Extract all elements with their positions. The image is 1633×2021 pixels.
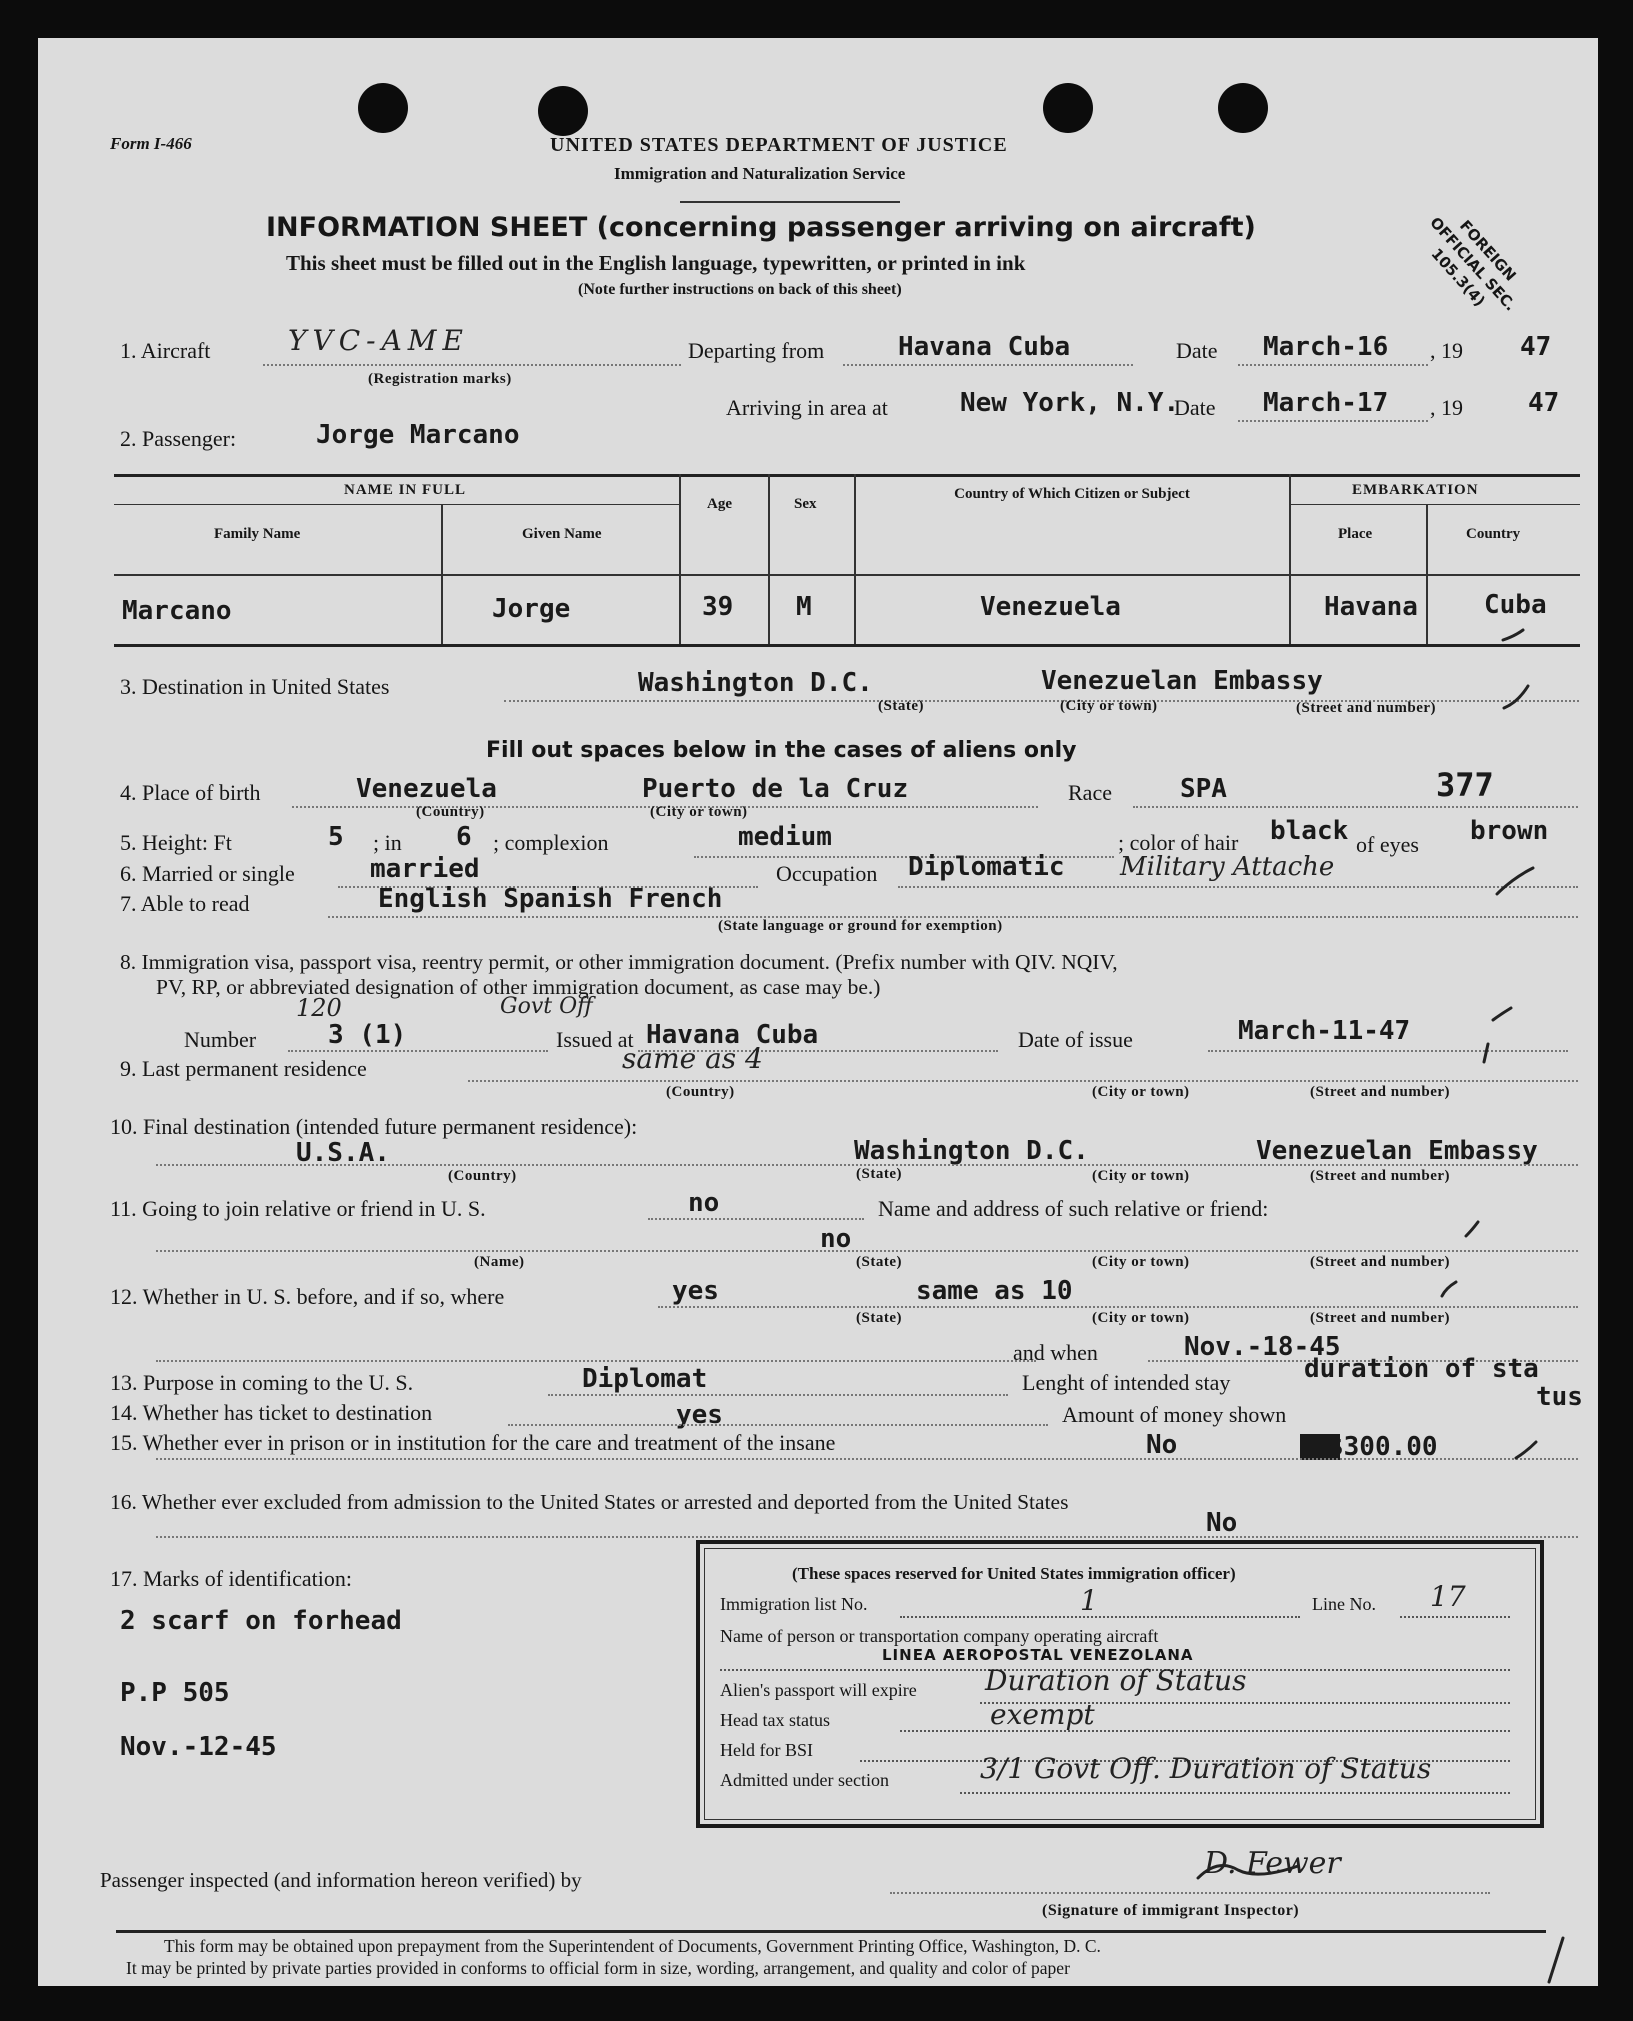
footer-line-2: It may be printed by private parties provided in conforms to official form in size, wording, arrangement, and quality and color of paper (126, 1958, 1070, 1978)
date-label: Date (1176, 338, 1218, 363)
caption-state: (State) (878, 698, 924, 714)
married-value: married (370, 854, 480, 884)
embarkation-place-header: Place (1338, 526, 1373, 542)
citizenship-header: Country of Which Citizen or Subject (954, 486, 1190, 502)
caption-city: (City or town) (650, 804, 748, 820)
caption-city: (City or town) (1092, 1254, 1190, 1270)
caption-street: (Street and number) (1296, 700, 1437, 716)
admitted-label: Admitted under section (720, 1770, 889, 1790)
caption-street: (Street and number) (1310, 1084, 1451, 1100)
year-prefix: , 19 (1430, 338, 1463, 363)
height-label: 5. Height: Ft (120, 830, 232, 855)
race-value: SPA (1180, 774, 1227, 804)
married-label: 6. Married or single (120, 861, 295, 886)
check-mark (1549, 1938, 1563, 1982)
check-mark (1504, 686, 1528, 708)
admitted-value: 3/1 Govt Off. Duration of Status (980, 1752, 1432, 1785)
read-value: English Spanish French (378, 884, 723, 914)
check-mark (1493, 1008, 1511, 1020)
arrival-date-label: Date (1174, 395, 1216, 420)
aliens-heading: Fill out spaces below in the cases of aliens only (486, 738, 1077, 763)
line-number-value: 17 (1430, 1580, 1466, 1613)
page-title: INFORMATION SHEET (concerning passenger arriving on aircraft) (266, 212, 1256, 243)
destination-label: 3. Destination in United States (120, 674, 390, 699)
caption-country: (Country) (448, 1168, 517, 1184)
aircraft-label: 1. Aircraft (120, 338, 211, 363)
sex-cell: M (796, 592, 812, 622)
read-label: 7. Able to read (120, 891, 250, 916)
passenger-label: 2. Passenger: (120, 426, 237, 451)
embarkation-header: EMBARKATION (1352, 482, 1479, 498)
destination-state: Washington D.C. (638, 668, 873, 698)
signature-caption: (Signature of immigrant Inspector) (1042, 1902, 1300, 1919)
visa-number-handwritten: 120 (296, 994, 342, 1022)
marks-value: 2 scarf on forhead (120, 1606, 402, 1636)
departing-label: Departing from (688, 338, 825, 363)
check-mark (1503, 630, 1523, 640)
eyes-value: brown (1470, 816, 1549, 846)
join-relative-label: 11. Going to join relative or friend in U. S. (110, 1196, 486, 1221)
passport-date: Nov.-12-45 (120, 1732, 277, 1762)
excluded-value: No (1206, 1508, 1238, 1538)
caption-city: (City or town) (1092, 1168, 1190, 1184)
issued-label: Issued at (556, 1027, 634, 1052)
caption-state: (State) (856, 1310, 902, 1326)
arrival-year: 47 (1528, 388, 1560, 418)
previous-visit-label: 12. Whether in U. S. before, and if so, where (110, 1284, 505, 1309)
final-country: U.S.A. (296, 1138, 390, 1168)
departing-value: Havana Cuba (898, 332, 1071, 362)
visa-label-2: PV, RP, or abbreviated designation of other immigration document, as case may be.) (156, 975, 881, 999)
head-tax-label: Head tax status (720, 1710, 830, 1730)
stay-length-label: Lenght of intended stay (1022, 1370, 1231, 1395)
family-name-cell: Marcano (122, 596, 232, 626)
caption-street: (Street and number) (1310, 1254, 1451, 1270)
when-label: and when (1013, 1340, 1098, 1365)
hair-label: ; color of hair (1118, 830, 1239, 855)
caption-country: (Country) (666, 1084, 735, 1100)
departure-year: 47 (1520, 332, 1552, 362)
arrival-year-prefix: , 19 (1430, 395, 1463, 420)
passport-expire-value: Duration of Status (985, 1664, 1247, 1697)
height-inches-label: ; in (373, 830, 402, 855)
residence-handwritten: same as 4 (622, 1042, 763, 1075)
registration-caption: (Registration marks) (368, 371, 512, 387)
height-inches: 6 (456, 822, 472, 852)
arriving-value: New York, N.Y. (960, 388, 1180, 418)
height-feet: 5 (328, 822, 344, 852)
relative-name-label: Name and address of such relative or friend: (878, 1196, 1269, 1221)
citizenship-cell: Venezuela (980, 592, 1121, 622)
issued-value: Havana Cuba (646, 1020, 819, 1050)
list-number-label: Immigration list No. (720, 1594, 868, 1614)
arriving-label: Arriving in area at (726, 395, 888, 420)
embarkation-place-cell: Havana (1324, 592, 1418, 622)
embarkation-country-header: Country (1466, 526, 1521, 542)
eyes-label: of eyes (1356, 832, 1419, 857)
caption-name: (Name) (474, 1254, 525, 1270)
passport-number: P.P 505 (120, 1678, 230, 1708)
final-state: Washington D.C. (854, 1136, 1089, 1166)
race-label: Race (1068, 780, 1112, 805)
money-value: $300.00 (1328, 1432, 1438, 1462)
final-destination-label: 10. Final destination (intended future permanent residence): (110, 1114, 638, 1139)
ticket-value: yes (676, 1400, 723, 1430)
arrival-date: March-17 (1263, 388, 1389, 418)
department-title: UNITED STATES DEPARTMENT OF JUSTICE (550, 134, 1008, 156)
race-code: 377 (1436, 766, 1494, 804)
bsi-label: Held for BSI (720, 1740, 813, 1760)
purpose-label: 13. Purpose in coming to the U. S. (110, 1370, 414, 1395)
occupation-handwritten: Military Attache (1120, 852, 1335, 882)
stay-length-value-2: tus (1536, 1382, 1583, 1412)
age-cell: 39 (702, 592, 734, 622)
foreign-official-stamp: FOREIGN OFFICIAL SEC. 105.3(4) (1426, 213, 1520, 315)
residence-label: 9. Last permanent residence (120, 1056, 367, 1081)
hair-value: black (1270, 816, 1349, 846)
departure-date: March-16 (1263, 332, 1389, 362)
final-street: Venezuelan Embassy (1256, 1136, 1538, 1166)
issue-date: March-11-47 (1238, 1016, 1411, 1046)
complexion-value: medium (738, 822, 832, 852)
sex-header: Sex (794, 496, 817, 512)
caption-state: (State) (856, 1254, 902, 1270)
birth-label: 4. Place of birth (120, 780, 261, 805)
visa-number-handwritten-2: Govt Off (500, 994, 593, 1019)
birth-city: Puerto de la Cruz (642, 774, 909, 804)
ticket-label: 14. Whether has ticket to destination (110, 1400, 433, 1425)
prison-label: 15. Whether ever in prison or in institution for the care and treatment of the insane (110, 1430, 836, 1455)
marks-label: 17. Marks of identification: (110, 1566, 352, 1591)
embarkation-country-cell: Cuba (1484, 590, 1547, 620)
destination-city: Venezuelan Embassy (1041, 666, 1323, 696)
check-mark (1466, 1222, 1478, 1236)
caption-state: (State) (856, 1166, 902, 1182)
company-value: LINEA AEROPOSTAL VENEZOLANA (882, 1646, 1194, 1664)
given-name-header: Given Name (522, 526, 602, 542)
money-label: Amount of money shown (1062, 1402, 1287, 1427)
caption-city: (City or town) (1060, 698, 1158, 714)
family-name-header: Family Name (214, 526, 301, 542)
age-header: Age (707, 496, 732, 512)
occupation-value: Diplomatic (908, 852, 1065, 882)
list-number-value: 1 (1080, 1584, 1098, 1617)
excluded-label: 16. Whether ever excluded from admission to the United States or arrested and deported from the United States (110, 1490, 1069, 1514)
head-tax-value: exempt (990, 1698, 1095, 1731)
caption-city: (City or town) (1092, 1084, 1190, 1100)
caption-street: (Street and number) (1310, 1310, 1451, 1326)
check-marks (38, 38, 1598, 1986)
complexion-label: ; complexion (493, 830, 609, 855)
visa-number: 3 (1) (328, 1020, 407, 1050)
line-number-label: Line No. (1312, 1594, 1376, 1614)
issue-date-label: Date of issue (1018, 1027, 1133, 1052)
purpose-value: Diplomat (582, 1364, 708, 1394)
check-mark (1516, 1442, 1536, 1458)
passenger-value: Jorge Marcano (316, 420, 520, 450)
note-text: (Note further instructions on back of this sheet) (578, 281, 902, 298)
company-label: Name of person or transportation company operating aircraft (720, 1626, 1159, 1646)
caption-street: (Street and number) (1310, 1168, 1451, 1184)
occupation-label: Occupation (776, 861, 878, 886)
visa-label: 8. Immigration visa, passport visa, reentry permit, or other immigration document. (Prefix number with QIV. NQIV, (120, 950, 1118, 974)
birth-country: Venezuela (356, 774, 497, 804)
check-mark (1442, 1282, 1456, 1296)
aircraft-value: YVC-AME (288, 324, 469, 357)
form-number: Form I-466 (110, 134, 192, 153)
service-name: Immigration and Naturalization Service (614, 164, 906, 183)
inspector-signature: D. Fewer (1204, 1846, 1341, 1881)
read-caption: (State language or ground for exemption) (718, 918, 1003, 934)
previous-visit-where: same as 10 (916, 1276, 1073, 1306)
signature-stroke (1198, 1866, 1298, 1879)
prison-value: No (1146, 1430, 1178, 1460)
passport-expire-label: Alien's passport will expire (720, 1680, 917, 1700)
stay-length-value: duration of sta (1304, 1354, 1539, 1384)
visa-number-label: Number (184, 1027, 257, 1052)
officer-box-heading: (These spaces reserved for United States immigration officer) (792, 1564, 1236, 1583)
when-value: Nov.-18-45 (1184, 1332, 1341, 1362)
check-mark (1484, 1044, 1488, 1062)
join-relative-value: no (688, 1188, 720, 1218)
information-sheet (38, 38, 1598, 1986)
inspection-label: Passenger inspected (and information hereon verified) by (100, 1868, 582, 1892)
footer-line-1: This form may be obtained upon prepayment from the Superintendent of Documents, Government Printing Office, Washington, D. C. (164, 1936, 1101, 1956)
previous-visit-value: yes (672, 1276, 719, 1306)
instruction-text: This sheet must be filled out in the English language, typewritten, or printed in ink (286, 251, 1026, 275)
name-in-full-header: NAME IN FULL (344, 482, 467, 498)
given-name-cell: Jorge (492, 594, 571, 624)
caption-city: (City or town) (1092, 1310, 1190, 1326)
relative-name-value: no (820, 1224, 852, 1254)
caption-country: (Country) (416, 804, 485, 820)
check-mark (1497, 868, 1533, 894)
